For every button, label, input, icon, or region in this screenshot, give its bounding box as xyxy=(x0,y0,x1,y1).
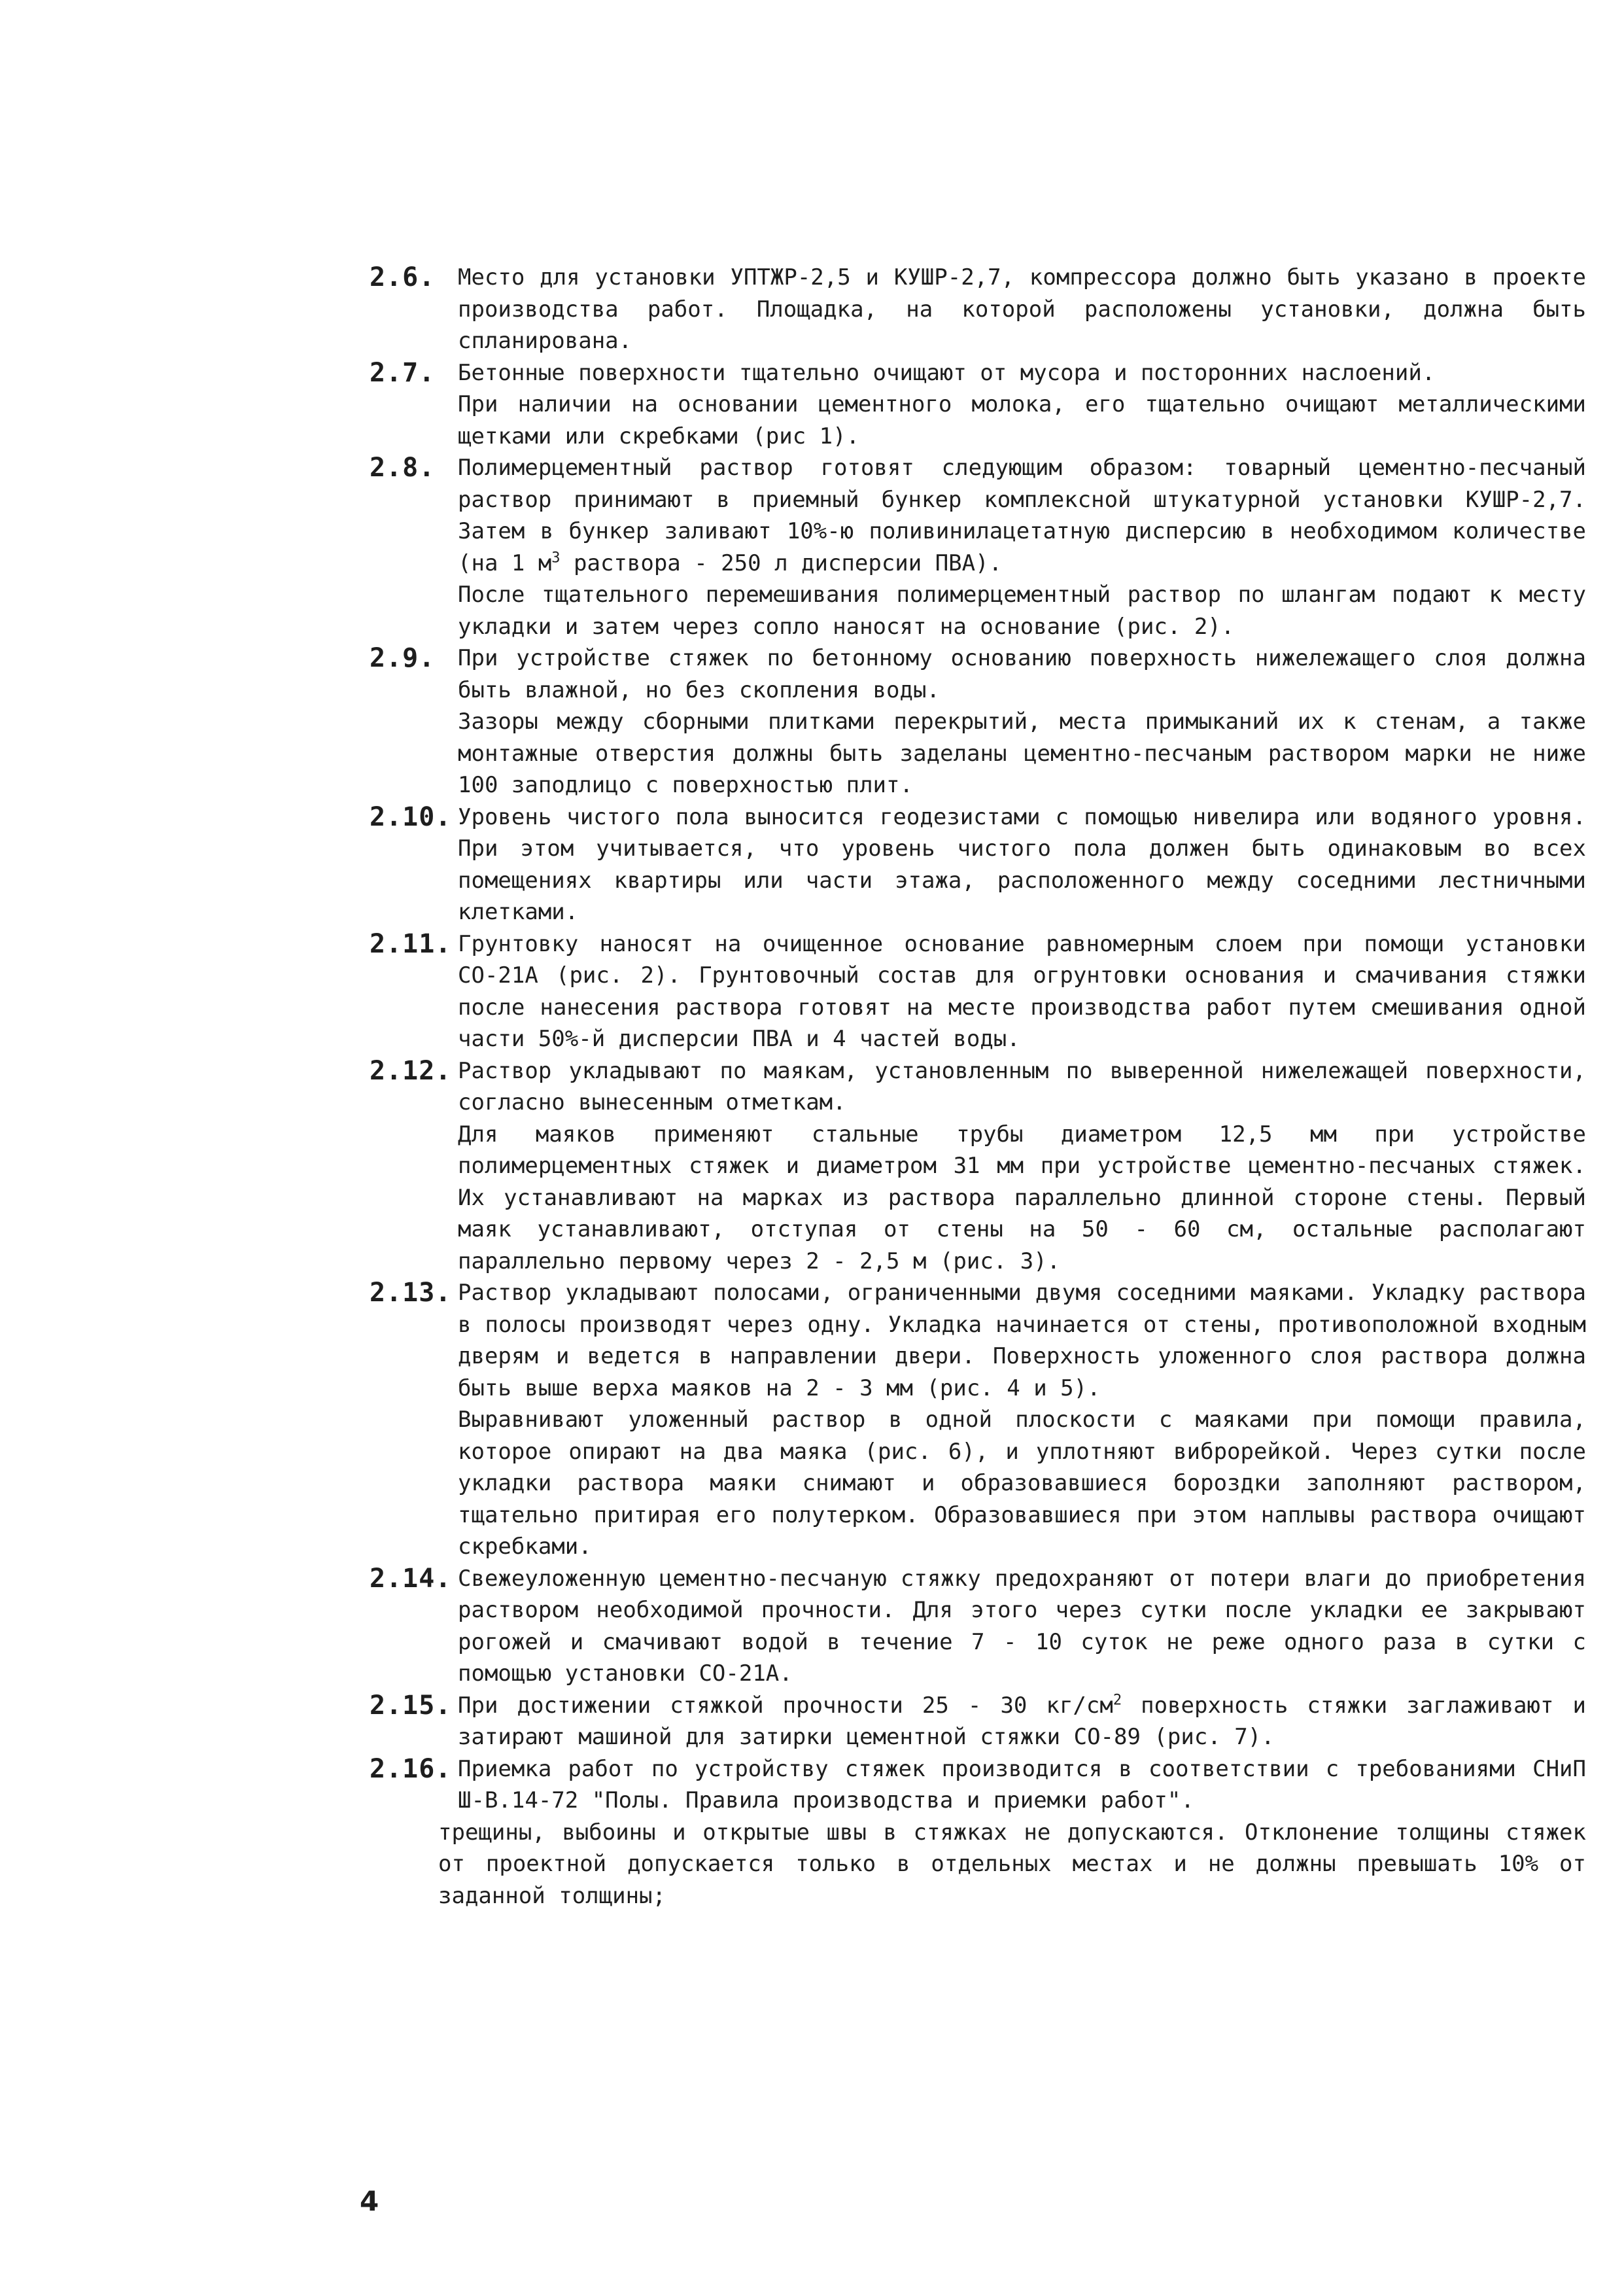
clause-text: Раствор укладывают по маякам, установленным по выверенной нижележащей поверхности, согласно вынесенным отметкам. xyxy=(458,1057,1586,1115)
clause-text: При устройстве стяжек по бетонному основанию поверхность нижележащего слоя должна быть влажной, но без скопления воды. xyxy=(458,645,1586,703)
document-body xyxy=(370,262,1586,1912)
page-number: 4 xyxy=(360,2185,379,2217)
clause-text xyxy=(458,1690,1586,1753)
clause-text-part: При достижении стяжкой прочности 25 - 30 кг/см xyxy=(458,1692,1113,1719)
clause-number: 2.8. xyxy=(370,453,436,483)
clause-2-16 xyxy=(370,1753,1586,1912)
clause-text-part: раствора - 250 л дисперсии ПВА). xyxy=(560,550,1003,576)
clause-2-15 xyxy=(370,1690,1586,1753)
clause-text-part: поверхность стяжки заглаживают и затирают машиной для затирки цементной стяжки СО-89 (рис. 7). xyxy=(458,1692,1586,1750)
clause-text: трещины, выбоины и открытые швы в стяжках не допускаются. Отклонение толщины стяжек от проектной допускается только в отдельных местах и не должны превышать 10% от заданной толщины; xyxy=(438,1819,1586,1909)
clause-text: Уровень чистого пола выносится геодезистами с помощью нивелира или водяного уровня. При этом учитывается, что уровень чистого пола должен быть одинаковым во всех помещениях квартиры или части этажа, расположенного между соседними лестничными клетками. xyxy=(458,803,1586,925)
clause-text: Бетонные поверхности тщательно очищают от мусора и посторонних наслоений. xyxy=(458,359,1436,386)
clause-text: Раствор укладывают полосами, ограниченными двумя соседними маяками. Укладку раствора в полосы производят через одну. Укладка начинается от стены, противоположной входным дверям и ведется в направлении двери. Поверхность уложенного слоя раствора должна быть выше верха маяков на 2 - 3 мм (рис. 4 и 5). xyxy=(458,1280,1586,1401)
clause-2-7 xyxy=(370,357,1586,453)
clause-2-6 xyxy=(370,262,1586,357)
clause-2-11 xyxy=(370,928,1586,1055)
clause-text: Для маяков применяют стальные трубы диаметром 12,5 мм при устройстве полимерцементных стяжек и диаметром 31 мм при устройстве цементно-песчаных стяжек. Их устанавливают на марках из раствора параллельно длинной стороне стены. Первый маяк устанавливают, отступая от стены на 50 - 60 см, остальные располагают параллельно первому через 2 - 2,5 м (рис. 3). xyxy=(458,1121,1586,1274)
clause-2-9 xyxy=(370,642,1586,801)
clause-2-8 xyxy=(370,452,1586,642)
clause-text: Свежеуложенную цементно-песчаную стяжку предохраняют от потери влаги до приобретения раствором необходимой прочности. Для этого через сутки после укладки ее закрывают рогожей и смачивают водой в течение 7 - 10 суток не реже одного раза в сутки с помощью установки СО-21А. xyxy=(458,1565,1586,1687)
clause-text-part: Полимерцементный раствор готовят следующим образом: товарный цементно-песчаный раствор принимают в приемный бункер комплексной штукатурной установки КУШР-2,7. Затем в бункер заливают 10%-ю поливинилацетатную дисперсию в необходимом количестве (на 1 м xyxy=(458,455,1586,576)
clause-number: 2.12. xyxy=(370,1055,452,1086)
clause-number: 2.9. xyxy=(370,643,436,673)
clause-number: 2.13. xyxy=(370,1278,452,1308)
clause-2-12 xyxy=(370,1055,1586,1278)
clause-text: Зазоры между сборными плитками перекрытий, места примыканий их к стенам, а также монтажные отверстия должны быть заделаны цементно-песчаным раствором марки не ниже 100 заподлицо с поверхностью плит. xyxy=(458,709,1586,798)
clause-text xyxy=(458,452,1586,579)
superscript: 2 xyxy=(1113,1692,1122,1709)
clause-2-14 xyxy=(370,1563,1586,1690)
clause-number: 2.11. xyxy=(370,928,452,959)
clause-number: 2.10. xyxy=(370,801,452,832)
clause-text: Место для установки УПТЖР-2,5 и КУШР-2,7, компрессора должно быть указано в проекте производства работ. Площадка, на которой расположены установки, должна быть спланирована. xyxy=(458,264,1586,354)
clause-number: 2.15. xyxy=(370,1690,452,1721)
clause-text: Выравнивают уложенный раствор в одной плоскости с маяками при помощи правила, которое опирают на два маяка (рис. 6), и уплотняют виброрейкой. Через сутки после укладки раствора маяки снимают и образовавшиеся бороздки заполняют раствором, тщательно притирая его полутерком. Образовавшиеся при этом наплывы раствора очищают скребками. xyxy=(458,1407,1586,1560)
clause-text: При наличии на основании цементного молока, его тщательно очищают металлическими щетками или скребками (рис 1). xyxy=(458,391,1586,449)
clause-text: После тщательного перемешивания полимерцементный раствор по шлангам подают к месту укладки и затем через сопло наносят на основание (рис. 2). xyxy=(458,582,1586,640)
clause-number: 2.16. xyxy=(370,1753,452,1784)
clause-number: 2.7. xyxy=(370,357,436,388)
clause-text: Приемка работ по устройству стяжек производится в соответствии с требованиями СНиП Ш-В.14-72 "Полы. Правила производства и приемки работ". xyxy=(458,1755,1586,1813)
clause-number: 2.6. xyxy=(370,262,436,292)
clause-2-13 xyxy=(370,1277,1586,1563)
superscript: 3 xyxy=(551,550,561,567)
clause-number: 2.14. xyxy=(370,1563,452,1594)
clause-text: Грунтовку наносят на очищенное основание равномерным слоем при помощи установки СО-21А (рис. 2). Грунтовочный состав для огрунтовки основания и смачивания стяжки после нанесения раствора готовят на месте производства работ путем смешивания одной части 50%-й дисперсии ПВА и 4 частей воды. xyxy=(458,930,1586,1052)
clause-2-10 xyxy=(370,801,1586,928)
